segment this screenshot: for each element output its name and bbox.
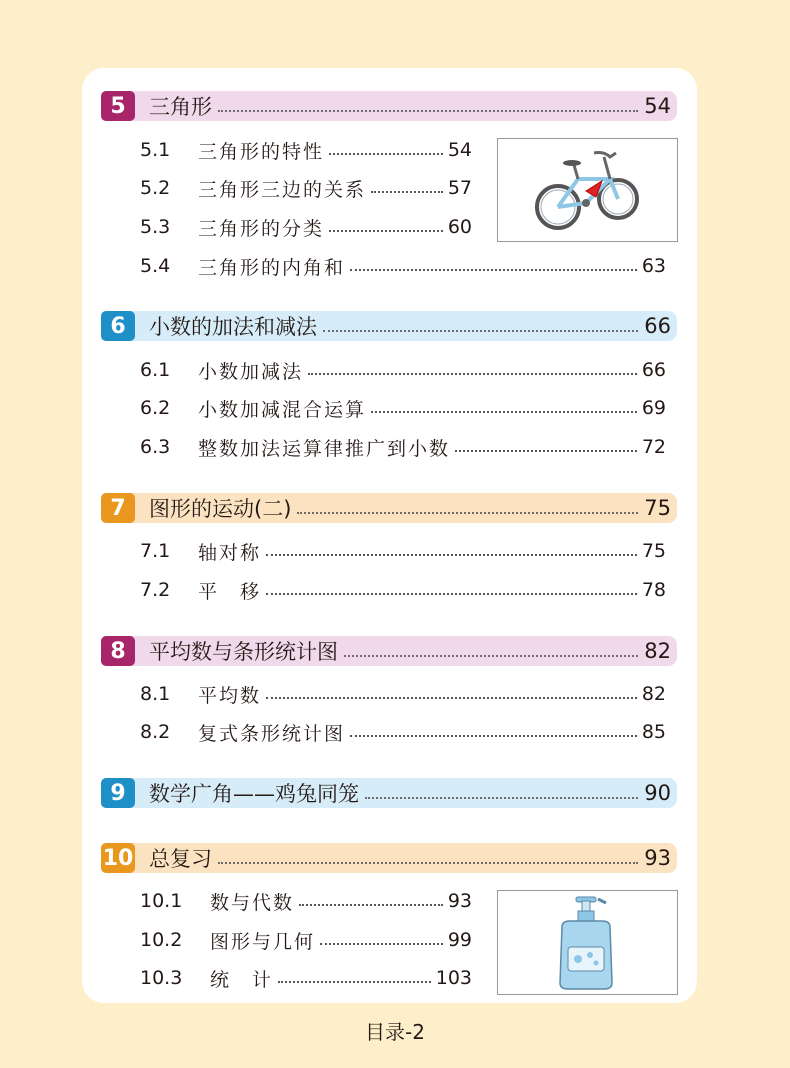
section-number: 8.2 — [140, 721, 171, 743]
section-6-2[interactable] — [140, 394, 666, 422]
chapter-page: 90 — [644, 781, 671, 805]
chapter-page: 93 — [644, 846, 671, 870]
section-title: 小数加减法 — [198, 360, 304, 383]
section-number: 7.1 — [140, 540, 171, 562]
section-5-1[interactable] — [140, 136, 472, 164]
soap-bottle-icon — [498, 891, 677, 994]
leader-dots — [278, 981, 431, 983]
chapter-number: 10 — [101, 843, 135, 873]
section-10-1[interactable] — [140, 887, 472, 915]
chapter-title: 三角形 — [149, 95, 212, 119]
leader-dots — [266, 593, 637, 595]
chapter-6[interactable] — [101, 311, 677, 341]
section-title: 平均数 — [198, 684, 262, 707]
leader-dots — [371, 191, 443, 193]
leader-dots — [218, 110, 638, 112]
chapter-8[interactable] — [101, 636, 677, 666]
section-page: 57 — [447, 177, 472, 199]
section-title: 三角形的内角和 — [198, 256, 346, 279]
section-5-3[interactable] — [140, 213, 472, 241]
leader-dots — [297, 512, 638, 514]
section-number: 6.3 — [140, 436, 171, 458]
section-page: 63 — [641, 255, 666, 277]
chapter-9[interactable] — [101, 778, 677, 808]
leader-dots — [350, 735, 637, 737]
section-title: 三角形三边的关系 — [198, 178, 367, 201]
chapter-number: 5 — [101, 91, 135, 121]
section-10-2[interactable] — [140, 926, 472, 954]
section-10-3[interactable] — [140, 964, 472, 992]
section-page: 93 — [447, 890, 472, 912]
leader-dots — [329, 153, 443, 155]
chapter-5[interactable] — [101, 91, 677, 121]
section-page: 72 — [641, 436, 666, 458]
section-number: 6.1 — [140, 359, 171, 381]
leader-dots — [218, 862, 638, 864]
section-title: 图形与几何 — [210, 930, 316, 953]
leader-dots — [350, 269, 637, 271]
section-number: 5.4 — [140, 255, 171, 277]
section-page: 99 — [447, 929, 472, 951]
leader-dots — [371, 411, 637, 413]
chapter-title: 平均数与条形统计图 — [149, 640, 338, 664]
chapter-title: 图形的运动(二) — [149, 497, 292, 521]
section-number: 7.2 — [140, 579, 171, 601]
bicycle-icon — [498, 139, 677, 241]
section-number: 10.2 — [140, 929, 183, 951]
section-page: 60 — [447, 216, 472, 238]
chapter-page: 66 — [644, 314, 671, 338]
section-number: 5.1 — [140, 139, 171, 161]
leader-dots — [308, 373, 637, 375]
section-title: 统 计 — [210, 968, 274, 991]
section-5-4[interactable] — [140, 252, 666, 280]
chapter-page: 54 — [644, 94, 671, 118]
section-number: 5.3 — [140, 216, 171, 238]
section-number: 10.1 — [140, 890, 183, 912]
section-title: 整数加法运算律推广到小数 — [198, 437, 451, 460]
leader-dots — [323, 330, 638, 332]
section-number: 8.1 — [140, 683, 171, 705]
chapter-7[interactable] — [101, 493, 677, 523]
chapter-title: 总复习 — [149, 847, 212, 871]
chapter-number: 6 — [101, 311, 135, 341]
section-title: 三角形的分类 — [198, 217, 325, 240]
section-5-2[interactable] — [140, 174, 472, 202]
leader-dots — [266, 554, 637, 556]
section-page: 85 — [641, 721, 666, 743]
section-title: 复式条形统计图 — [198, 722, 346, 745]
leader-dots — [344, 655, 638, 657]
section-8-2[interactable] — [140, 718, 666, 746]
section-page: 103 — [435, 967, 472, 989]
section-8-1[interactable] — [140, 680, 666, 708]
chapter-page: 82 — [644, 639, 671, 663]
leader-dots — [329, 230, 443, 232]
leader-dots — [455, 450, 637, 452]
section-page: 82 — [641, 683, 666, 705]
section-title: 平 移 — [198, 580, 262, 603]
section-title: 数与代数 — [210, 891, 295, 914]
page-footer: 目录-2 — [365, 1020, 425, 1044]
chapter-number: 7 — [101, 493, 135, 523]
chapter-number: 8 — [101, 636, 135, 666]
section-number: 10.3 — [140, 967, 183, 989]
section-7-2[interactable] — [140, 576, 666, 604]
chapter-title: 小数的加法和减法 — [149, 315, 317, 339]
leader-dots — [266, 697, 637, 699]
leader-dots — [299, 904, 443, 906]
chapter-number: 9 — [101, 778, 135, 808]
section-page: 54 — [447, 139, 472, 161]
leader-dots — [320, 943, 443, 945]
soap-bottle-illustration — [497, 890, 678, 995]
section-title: 小数加减混合运算 — [198, 398, 367, 421]
section-title: 轴对称 — [198, 541, 262, 564]
section-7-1[interactable] — [140, 537, 666, 565]
section-number: 6.2 — [140, 397, 171, 419]
section-number: 5.2 — [140, 177, 171, 199]
bicycle-illustration — [497, 138, 678, 242]
chapter-10[interactable] — [101, 843, 677, 873]
section-page: 78 — [641, 579, 666, 601]
chapter-page: 75 — [644, 496, 671, 520]
section-6-1[interactable] — [140, 356, 666, 384]
leader-dots — [365, 797, 638, 799]
section-6-3[interactable] — [140, 433, 666, 461]
section-page: 69 — [641, 397, 666, 419]
section-page: 75 — [641, 540, 666, 562]
section-title: 三角形的特性 — [198, 140, 325, 163]
section-page: 66 — [641, 359, 666, 381]
chapter-title: 数学广角——鸡兔同笼 — [149, 782, 359, 806]
